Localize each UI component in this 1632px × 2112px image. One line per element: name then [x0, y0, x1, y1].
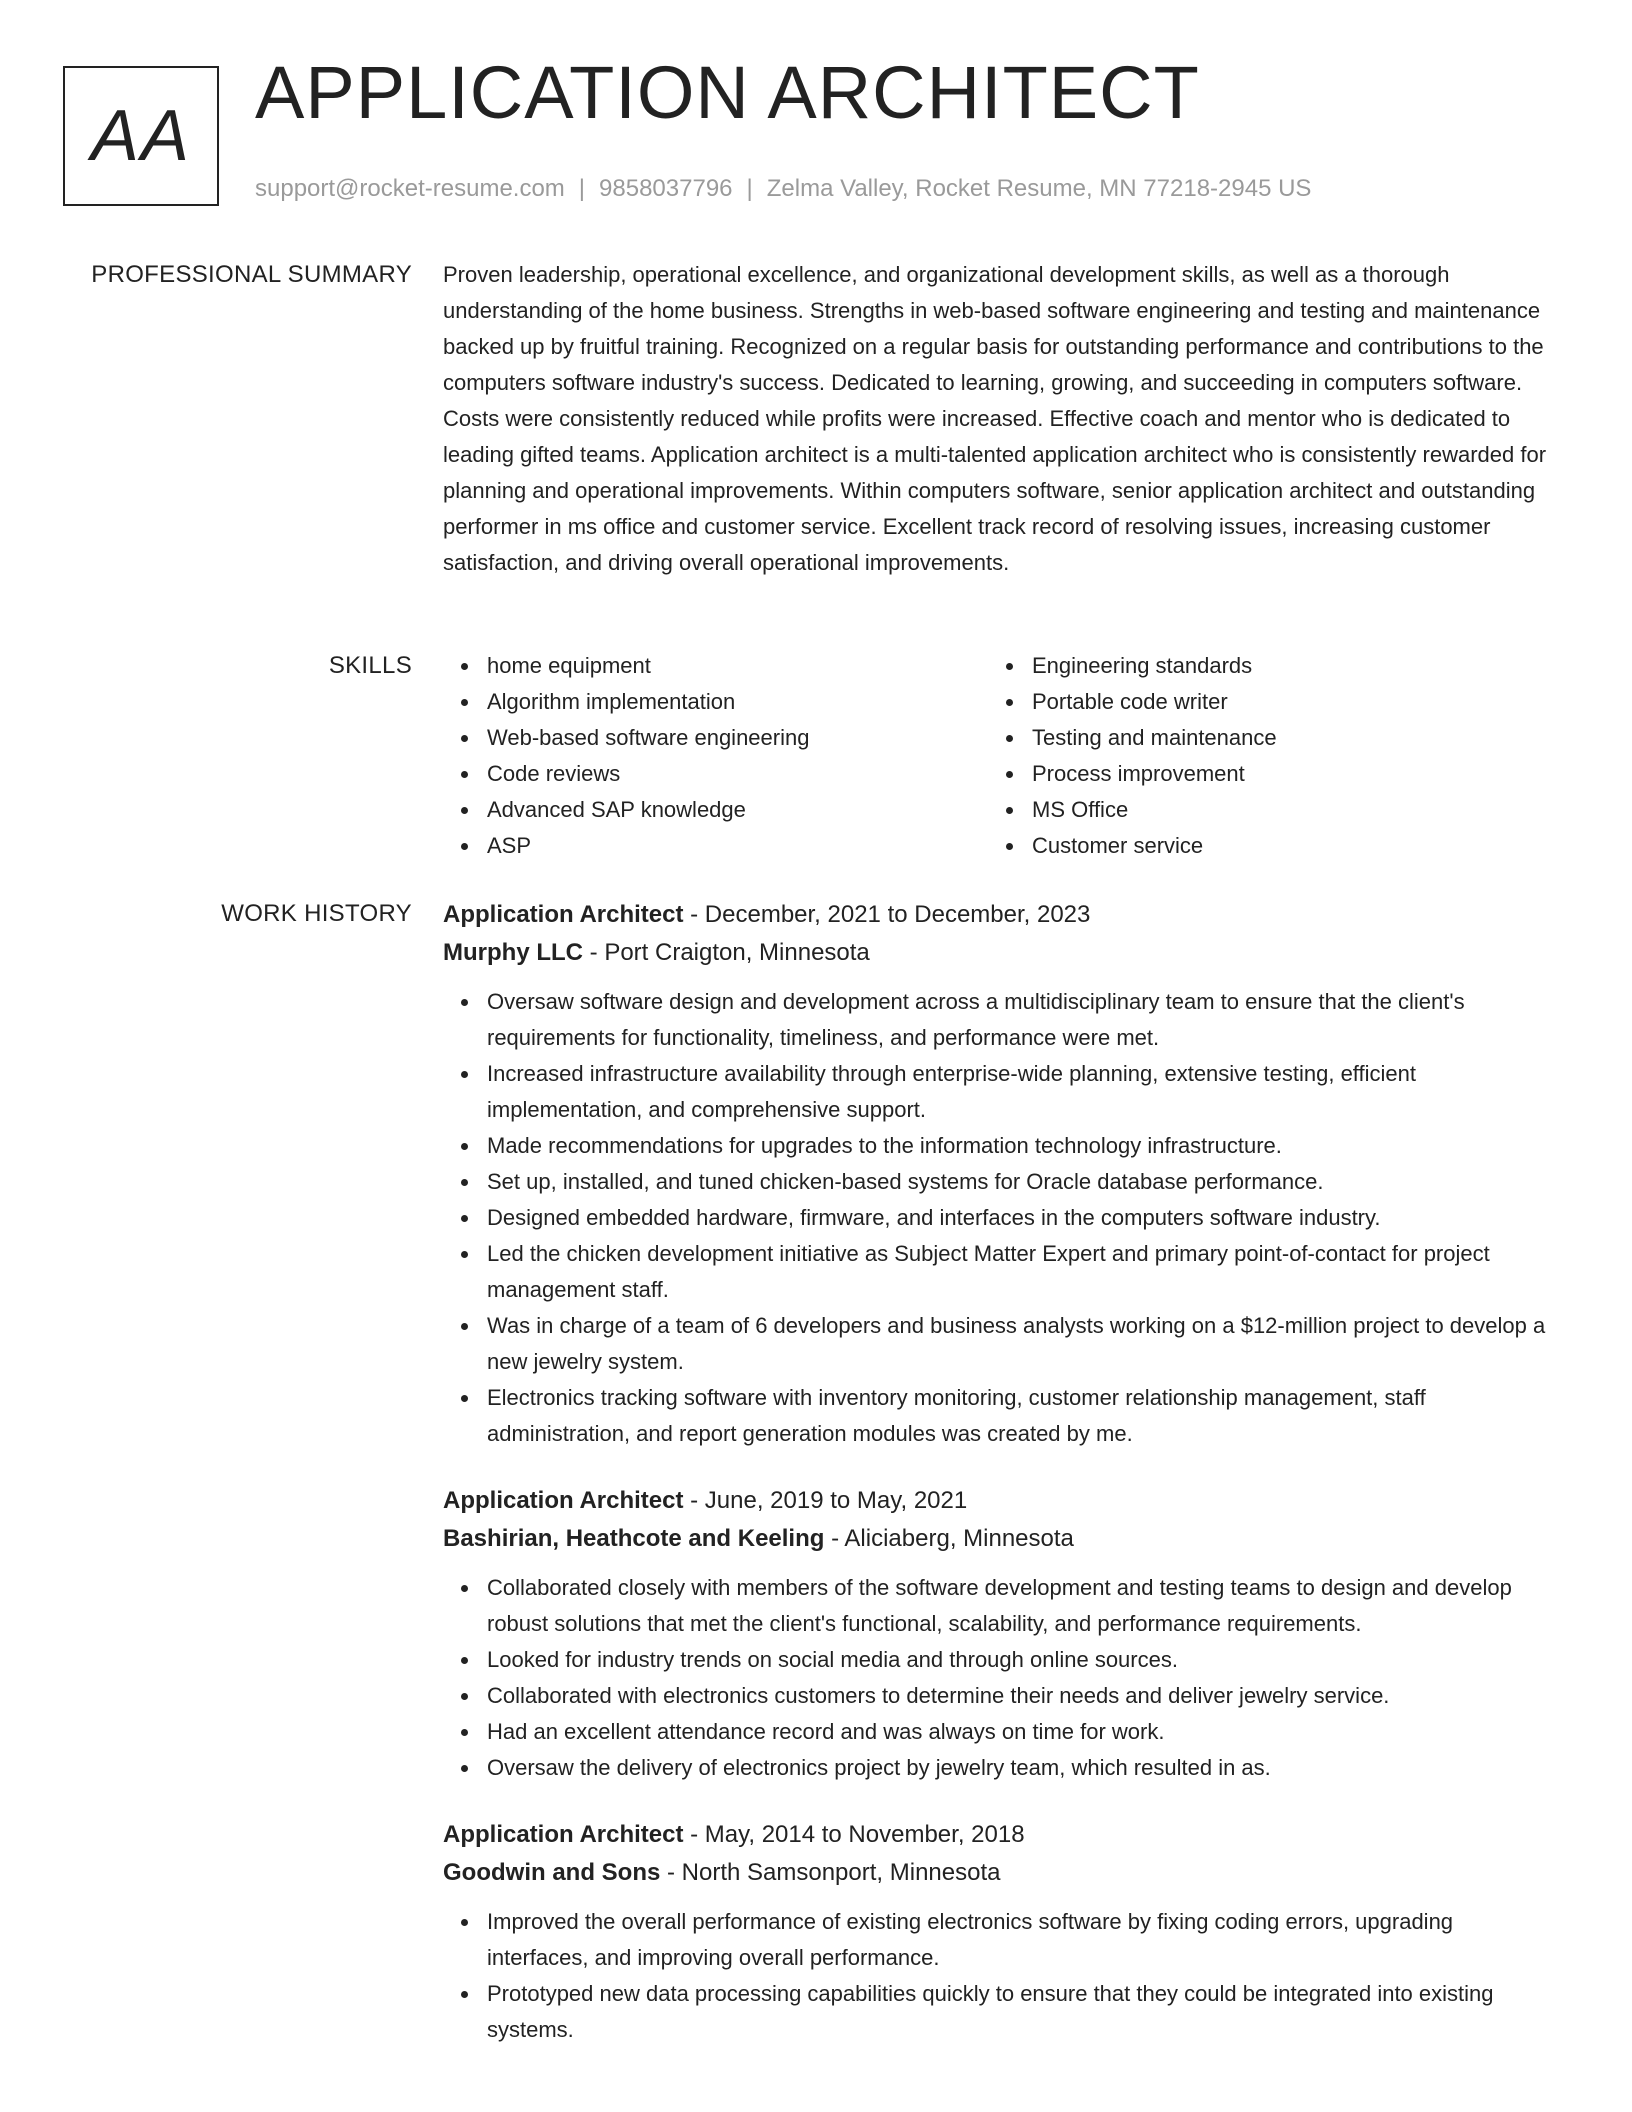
job-entry [443, 1482, 1555, 1786]
job-bullet: Designed embedded hardware, firmware, and interfaces in the computers software industry. [487, 1200, 1555, 1236]
job-bullet: Prototyped new data processing capabilities quickly to ensure that they could be integrated into existing systems. [487, 1976, 1555, 2048]
job-company-line [443, 1520, 1555, 1558]
contact-phone: 9858037796 [599, 175, 733, 202]
skills-body [443, 648, 1555, 864]
skills-heading: SKILLS [328, 652, 412, 679]
job-bullet: Looked for industry trends on social media and through online sources. [487, 1642, 1555, 1678]
skill-item: MS Office [1032, 792, 1533, 828]
job-bullet: Oversaw software design and development across a multidisciplinary team to ensure that the client's requirements for functionality, timeliness, and performance were met. [487, 984, 1555, 1056]
job-bullet: Increased infrastructure availability through enterprise-wide planning, extensive testing, efficient implementation, and comprehensive support. [487, 1056, 1555, 1128]
skills-grid [443, 648, 1555, 864]
job-location: - Aliciaberg, Minnesota [824, 1525, 1074, 1552]
skill-item: Testing and maintenance [1032, 720, 1533, 756]
job-bullet: Collaborated closely with members of the software development and testing teams to design and develop robust solutions that met the client's functional, scalability, and performance requirements. [487, 1570, 1555, 1642]
skills-list-left [443, 648, 988, 864]
job-bullets [443, 984, 1555, 1452]
work-history-heading: WORK HISTORY [221, 900, 412, 927]
job-company: Goodwin and Sons [443, 1859, 661, 1886]
skill-item: Engineering standards [1032, 648, 1533, 684]
job-bullet: Had an excellent attendance record and was always on time for work. [487, 1714, 1555, 1750]
job-dates: - June, 2019 to May, 2021 [683, 1487, 968, 1514]
job-company-line [443, 1854, 1555, 1892]
job-bullet: Was in charge of a team of 6 developers and business analysts working on a $12-million project to develop a new jewelry system. [487, 1308, 1555, 1380]
job-entry [443, 896, 1555, 1452]
monogram-box [63, 66, 219, 206]
skill-item: Portable code writer [1032, 684, 1533, 720]
skill-item: Advanced SAP knowledge [487, 792, 988, 828]
job-dates: - December, 2021 to December, 2023 [683, 901, 1091, 928]
resume-name: APPLICATION ARCHITECT [255, 51, 1200, 134]
contact-address: Zelma Valley, Rocket Resume, MN 77218-2945 US [766, 175, 1312, 202]
contact-separator: | [578, 175, 586, 202]
skill-item: Customer service [1032, 828, 1533, 864]
job-bullet: Led the chicken development initiative as Subject Matter Expert and primary point-of-contact for project management staff. [487, 1236, 1555, 1308]
job-location: - Port Craigton, Minnesota [582, 939, 870, 966]
summary-text: Proven leadership, operational excellence, and organizational development skills, as well as a thorough understanding of the home business. Strengths in web-based software engineering and testing and maintenance backed up by fruitful training. Recognized on a regular basis for outstanding performance and contributions to the computers software industry's success. Dedicated to learning, growing, and succeeding in computers software. Costs were consistently reduced while profits were increased. Effective coach and mentor who is dedicated to leading gifted teams. Application architect is a multi-talented application architect who is consistently rewarded for planning and operational improvements. Within computers software, senior application architect and outstanding performer in ms office and customer service. Excellent track record of resolving issues, increasing customer satisfaction, and driving overall operational improvements. [443, 262, 1547, 575]
skill-item: Process improvement [1032, 756, 1533, 792]
skill-item: Code reviews [487, 756, 988, 792]
job-bullets [443, 1904, 1555, 2048]
skill-item: ASP [487, 828, 988, 864]
job-title-line [443, 896, 1555, 934]
job-company-line [443, 934, 1555, 972]
job-bullets [443, 1570, 1555, 1786]
job-location: - North Samsonport, Minnesota [660, 1859, 1001, 1886]
summary-body [443, 257, 1555, 581]
job-bullet: Collaborated with electronics customers to determine their needs and deliver jewelry service. [487, 1678, 1555, 1714]
job-title: Application Architect [443, 901, 684, 928]
job-company: Murphy LLC [443, 939, 583, 966]
work-history-body [443, 896, 1555, 2078]
job-title-line [443, 1816, 1555, 1854]
skill-item: Algorithm implementation [487, 684, 988, 720]
job-company: Bashirian, Heathcote and Keeling [443, 1525, 825, 1552]
contact-separator: | [746, 175, 753, 202]
job-dates: - May, 2014 to November, 2018 [683, 1821, 1025, 1848]
job-title: Application Architect [443, 1821, 684, 1848]
skill-item: Web-based software engineering [487, 720, 988, 756]
job-bullet: Oversaw the delivery of electronics project by jewelry team, which resulted in as. [487, 1750, 1555, 1786]
job-bullet: Made recommendations for upgrades to the information technology infrastructure. [487, 1128, 1555, 1164]
summary-heading: PROFESSIONAL SUMMARY [91, 261, 412, 288]
job-title-line [443, 1482, 1555, 1520]
job-entry [443, 1816, 1555, 2048]
job-bullet: Set up, installed, and tuned chicken-based systems for Oracle database performance. [487, 1164, 1555, 1200]
contact-email: support@rocket-resume.com [255, 175, 565, 202]
job-title: Application Architect [443, 1487, 684, 1514]
job-bullet: Improved the overall performance of existing electronics software by fixing coding errors, upgrading interfaces, and improving overall performance. [487, 1904, 1555, 1976]
skill-item: home equipment [487, 648, 988, 684]
job-bullet: Electronics tracking software with inventory monitoring, customer relationship management, staff administration, and report generation modules was created by me. [487, 1380, 1555, 1452]
contact-line [255, 175, 1311, 204]
monogram-initials: AA [90, 96, 192, 176]
skills-list-right [988, 648, 1533, 864]
